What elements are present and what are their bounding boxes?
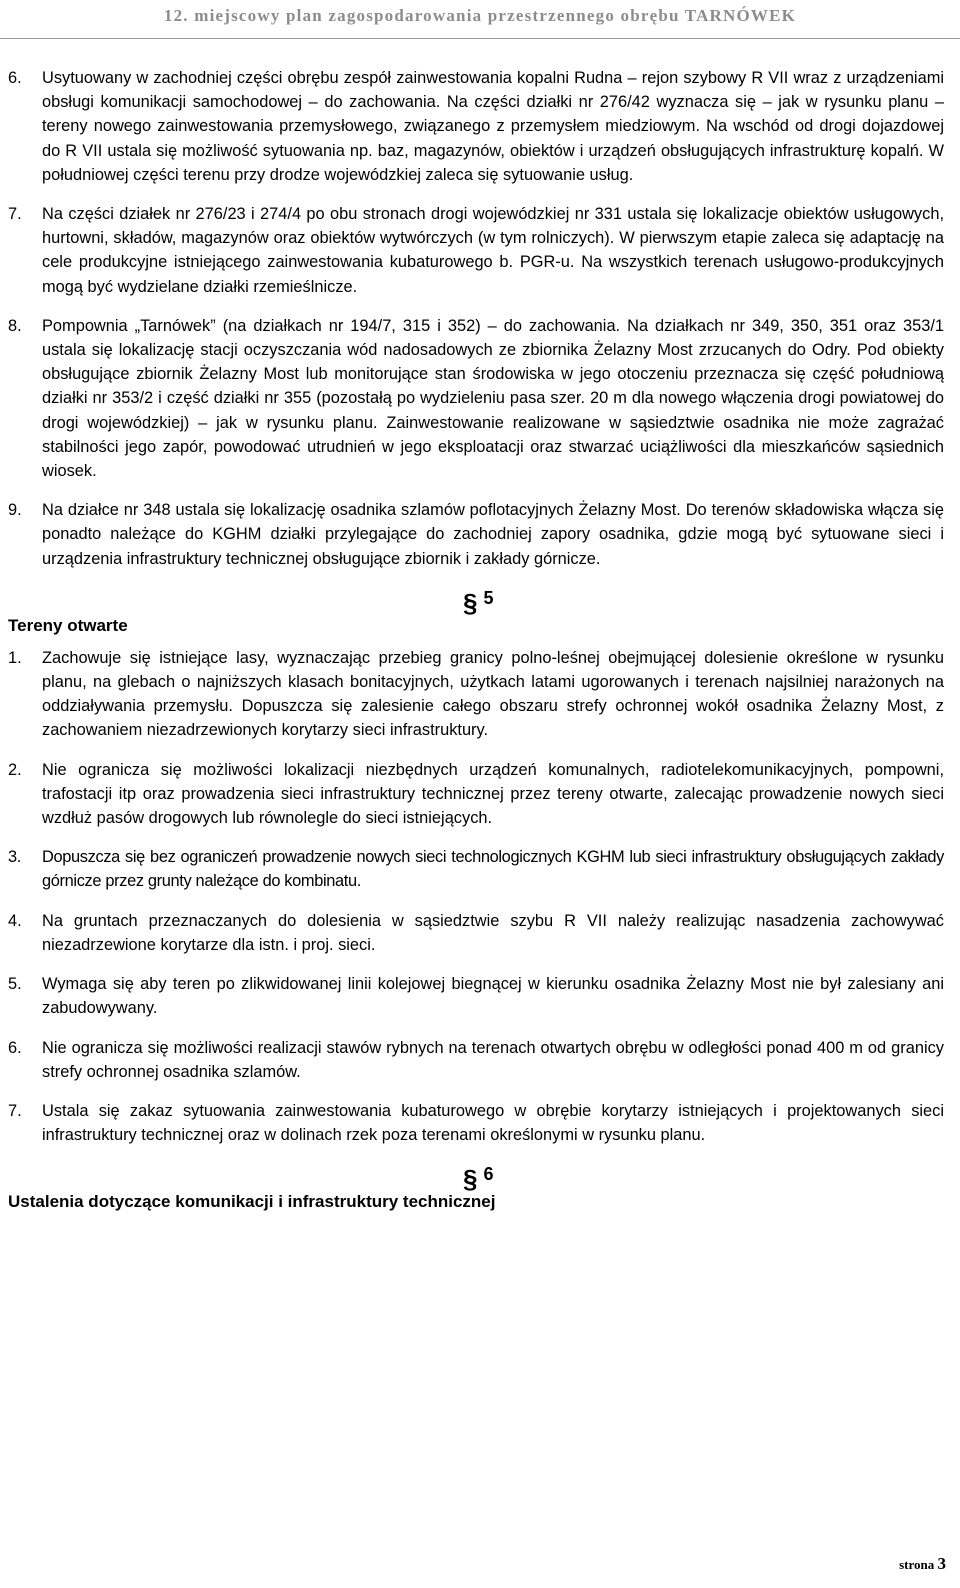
list-item <box>8 758 944 831</box>
header-divider <box>0 38 960 39</box>
section-mark <box>463 588 493 619</box>
item-text: Usytuowany w zachodniej części obrębu zespół zainwestowania kopalni Rudna – rejon szybowy R VII wraz z urządzeniami obsługi komunikacji samochodowej – do zachowania. Na części działki nr 276/42 wyznacza się – jak w rysunku planu – tereny nowego zainwestowania przemysłowego, związanego z przemysłem miedziowym. Na wschód od drogi dojazdowej do R VII ustala się możliwość sytuowania np. baz, magazynów, obiektów i urządzeń obsługujących infrastrukturę kopalń. W południowej części terenu przy drodze wojewódzkiej zaleca się sytuowanie usług. <box>42 69 944 184</box>
item-number: 2. <box>8 760 22 779</box>
item-text: Na gruntach przeznaczanych do dolesienia w sąsiedztwie szybu R VII należy realizując nasadzenia zachowywać niezadrzewione korytarze dla istn. i proj. sieci. <box>42 911 944 954</box>
item-number: 5. <box>8 975 22 994</box>
list-item <box>8 646 944 743</box>
page-number: 3 <box>937 1554 946 1573</box>
item-text: Zachowuje się istniejące lasy, wyznaczając przebieg granicy polno-leśnej obejmującej dolesienie określone w rysunku planu, na glebach o najniższych klasach bonitacyjnych, użytkach latami ugorowanych i terenach najsilniej narażonych na oddziaływania przemysłu. Dopuszcza się zalesienie całego obszaru strefy ochronnej wokół osadnika Żelazny Most, z zachowaniem niezadrzewionych korytarzy sieci infrastruktury. <box>42 648 944 740</box>
page-header <box>0 0 960 44</box>
item-number: 6. <box>8 1038 22 1057</box>
section-mark <box>463 1164 493 1195</box>
list-item <box>8 845 944 893</box>
list-item <box>8 314 944 483</box>
section-symbol: § <box>463 587 478 618</box>
list-item <box>8 1099 944 1147</box>
item-text: Dopuszcza się bez ograniczeń prowadzenie nowych sieci technologicznych KGHM lub sieci infrastruktury obsługujących zakłady górnicze przez grunty należące do kombinatu. <box>42 848 944 891</box>
section-title: Ustalenia dotyczące komunikacji i infrastruktury technicznej <box>8 1192 496 1212</box>
item-text: Nie ogranicza się możliwości lokalizacji niezbędnych urządzeń komunalnych, radiotelekomunikacyjnych, pompowni, trafostacji itp oraz prowadzenia sieci infrastruktury technicznej przez tereny otwarte, zalecając prowadzenie nowych sieci wzdłuż pasów drogowych lub równolegle do sieci istniejących. <box>42 760 944 828</box>
item-text: Pompownia „Tarnówek” (na działkach nr 194/7, 315 i 352) – do zachowania. Na działkach nr 349, 350, 351 oraz 353/1 ustala się lokalizację stacji oczyszczania wód nadosadowych ze zbiornika Żelazny Most zrzucanych do Odry. Pod obiekty obsługujące zbiornik Żelazny Most lub monitorujące stan środowiska w jego otoczeniu przeznacza się część południową działki nr 353/2 i część działki nr 355 (pozostałą po wydzieleniu pasa szer. 20 m dla nowego włączenia drogi powiatowej do drogi wojewódzkiej) – jak w rysunku planu. Zainwestowanie realizowane w sąsiedztwie osadnika nie może zagrażać stabilności jego zapór, powodować utrudnień w jego eksploatacji oraz stwarzać uciążliwości dla mieszkańców sąsiednich wiosek. <box>42 316 944 481</box>
list-item <box>8 66 944 187</box>
page-footer <box>899 1554 946 1574</box>
section-6-heading <box>8 1162 944 1222</box>
section-symbol: § <box>463 1164 478 1195</box>
item-number: 7. <box>8 1101 22 1120</box>
section-title: Tereny otwarte <box>8 615 128 635</box>
item-number: 7. <box>8 205 22 224</box>
item-text: Ustala się zakaz sytuowania zainwestowania kubaturowego w obrębie korytarzy istniejących i projektowanych sieci infrastruktury technicznej oraz w dolinach rzek poza terenami określonymi w rysunku planu. <box>42 1101 944 1145</box>
list-item <box>8 202 944 299</box>
section-number: 5 <box>483 587 494 608</box>
item-number: 1. <box>8 648 22 667</box>
list-item <box>8 1036 944 1084</box>
item-number: 4. <box>8 911 22 930</box>
item-text: Nie ogranicza się możliwości realizacji stawów rybnych na terenach otwartych obrębu w odległości ponad 400 m od granicy strefy ochronnej osadnika szlamów. <box>42 1038 944 1081</box>
list-item <box>8 972 944 1020</box>
list-item <box>8 909 944 957</box>
item-number: 8. <box>8 316 22 335</box>
item-number: 9. <box>8 501 22 520</box>
section-number: 6 <box>483 1164 494 1185</box>
list-item <box>8 498 944 571</box>
item-number: 3. <box>8 848 21 867</box>
section-5-heading <box>8 586 944 646</box>
item-text: Wymaga się aby teren po zlikwidowanej linii kolejowej biegnącej w kierunku osadnika Żelazny Most nie był zalesiany ani zabudowywany. <box>42 975 944 1018</box>
item-number: 6. <box>8 69 22 87</box>
footer-label: strona <box>899 1557 935 1572</box>
item-text: Na części działek nr 276/23 i 274/4 po obu stronach drogi wojewódzkiej nr 331 ustala się lokalizacje obiektów usługowych, hurtowni, składów, magazynów oraz obiektów wytwórczych (w tym rolniczych). W pierwszym etapie zaleca się adaptację na cele produkcyjne istniejącego zainwestowania kubaturowego b. PGR-u. Na wszystkich terenach usługowo-produkcyjnych mogą być wydzielane działki rzemieślnicze. <box>42 205 944 296</box>
item-text: Na działce nr 348 ustala się lokalizację osadnika szlamów poflotacyjnych Żelazny Most. Do terenów składowiska włącza się ponadto należące do KGHM działki przylegające do zachodniej zapory osadnika, gdzie mogą być sytuowane sieci i urządzenia infrastruktury technicznej obsługujące zbiornik i zakłady górnicze. <box>42 501 944 568</box>
document-title: 12. miejscowy plan zagospodarowania przestrzennego obrębu TARNÓWEK <box>163 6 797 25</box>
document-body <box>8 66 944 1222</box>
